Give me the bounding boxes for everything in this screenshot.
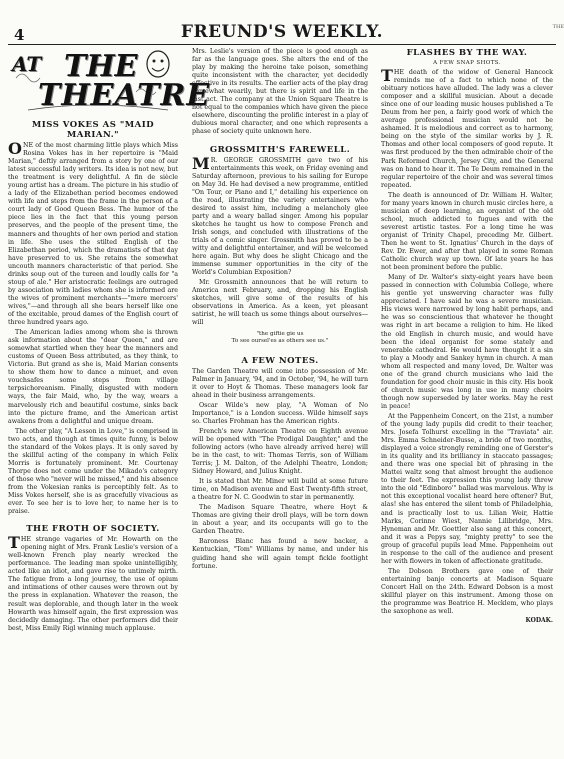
article-heading-vokes: MISS VOKES AS "MAID MARIAN." (31, 120, 155, 140)
article-heading-grossmith: GROSSMITH'S FAREWELL. (209, 144, 351, 155)
at-the-theatre-logo (8, 48, 211, 114)
page-number: 4 (14, 26, 25, 44)
article-paragraph: ONE of the most charming little plays which Miss Rosina Vokes has in her repertoire is "Maid Marian," deftly arranged from a story by one of our latest successful lady writers. Its idea is not new, but the treatment is very delightful. A fin de siècle young artist has a dream. The picture in his studio of a lady of the Elizabethan period becomes endowed with life and steps from the frame in the person of a court lady of Good Queen Bess. The humor of the piece lies in the fact that this young person preserves, and the people of the present time, the manners and thoughts of her own period and station in life. She uses the stilted English of the Elizabethan period, which the dramatists of that day have preserved to us. She retains the somewhat uncouth manners characteristic of that period. She drinks soup out of the tureen and loudly calls for "a stoup of ale." Her aristocratic feelings are outraged by association with ladies whom she is informed are the wives of prominent merchants—"mere mercers' wives,"—and through all she bears herself like one of the excitable, proud dames of the English court of three hundred years ago. (8, 139, 178, 327)
column-middle (192, 48, 368, 571)
article-paragraph: THE death of the widow of General Hancock reminds me of a fact to which none of the obituary notices have alluded. The lady was a clever composer and a skillful musician. About a decade since one of our leading music houses published a Te Deum from her pen, a fairly good work of which the average professional musician would not be ashamed. It is melodious and correct as to harmony, being on the style of the similar works by J. R. Thomas and other local composers of good repute. It was first produced by the then admirable choir of the Park Reformed Church, Jersey City, and the General was on hand to hear it. The Te Deum remained in the regular repertoire of the choir and was several times repeated. (381, 66, 553, 189)
article-paragraph: THE strange vagaries of Mr. Howarth on the opening night of Mrs. Frank Leslie's version of a well-known French play nearly wrecked the performance. The leading man spoke unintelligibly, acted like an idiot, and gave rise to untimely mirth. The fatigue from a long journey, the use of opium and intimations of other causes were thrown out by the press in explanation. Whatever the reason, the result was deplorable, and though later in the week Howarth was himself again, the first expression was decidedly damaging. The other performers did their best, Miss Emily Rigl winning much applause. (8, 533, 178, 632)
edge-mark: THE (552, 24, 564, 30)
article-paragraph: The Madison Square Theatre, where Hoyt & Thomas are giving their droll plays, will be torn down in about a year, and its occupants will go to the Garden Theatre. (192, 504, 368, 536)
column-right (381, 48, 553, 624)
article-paragraph: MR. GEORGE GROSSMITH gave two of his entertainments this week, on Friday evening and Saturday afternoon, previous to his sailing for Europe on May 3d. He had devised a new programme, entitled "On Tour, or Piano and I," detailing his experience on the road, illustrating the variety entertainers who desired to assist him, including a melancholy glee party and a weary ballad singer. Among his popular sketches he taught us how to compose French and Irish songs, and concluded with illustrations of the trials of a comic singer. Grossmith has proved to be a witty and delightful entertainer, and will be welcomed here again. But why does he slight Chicago and the immense summer opportunities in the city of the World's Columbian Exposition? (192, 153, 368, 277)
verse-line: To see oursel'es as others see us." (231, 337, 329, 344)
verse-line: "the giftie gie us (256, 330, 304, 337)
logo-word-at: AT (12, 52, 42, 76)
quoted-verse (192, 331, 368, 345)
article-paragraph: Mrs. Leslie's version of the piece is good enough as far as the language goes. She alters the end of the play by making the heroine take poison, something quite inconsistent with the character, yet decidedly effective in its results. The earlier acts of the play drag somewhat wearily, but there is spirit and life in the last act. The company at the Union Square Theatre is not equal to the companies which have given the piece elsewhere, discounting the prolific interest in a play of dubious moral character, and one which represents a phase of society quite unknown here. (192, 48, 368, 136)
masthead-rule (8, 44, 556, 45)
column-left (8, 48, 211, 633)
article-subheading: A FEW SNAP SHOTS. (433, 60, 501, 66)
article-paragraph: Baroness Blanc has found a new backer, a Kentuckian, "Tom" Williams by name, and under his guiding hand she will again tempt fickle footlight fortune. (192, 538, 368, 570)
masthead: FREUND'S WEEKLY. (180, 22, 384, 42)
article-heading-froth: THE FROTH OF SOCIETY. (26, 524, 160, 535)
article-paragraph: The death is announced of Dr. William H. Walter, for many years known in church music circles here, a musician of deep learning, an organist of the old school, much addicted to fugues and with the severest artistic tastes. For a long time he was organist of Trinity Chapel, preceding Mr. Gilbert. Then he went to St. Ignatius' Church in the days of Rev. Dr. Ewer, and after that played in some Roman Catholic church way up town. Of late years he has not been prominent before the public. (381, 191, 553, 272)
article-paragraph: It is stated that Mr. Miner will build at some future time, on Madison avenue and East Twenty-fifth street, a theatre for N. C. Goodwin to star in permanently. (192, 478, 368, 502)
article-paragraph: Mr. Grossmith announces that he will return to America next February, and, dropping his English sketches, will give some of the results of his observations in America. As a keen, yet pleasant satirist, he will teach us some things about ourselves—will (192, 279, 368, 327)
article-paragraph: The Garden Theatre will come into possession of Mr. Palmer in January, '94, and in October, '94, he will turn it over to Hoyt & Thomas. These managers look far ahead in their business arrangements. (192, 367, 368, 399)
article-paragraph: French's new American Theatre on Eighth avenue will be opened with "The Prodigal Daughter," and the following actors (who have already arrived here) will be in the cast, to wit: Thomas Terris, son of William Terris; J. M. Dalton, of the Adelphi Theatre, London; Sidney Howard, and Julius Knight. (192, 427, 368, 476)
article-paragraph: The other play, "A Lesson in Love," is comprised in two acts, and though at times quite funny, is below the standard of the Vokes plays. It is only saved by the skillful acting of the company in which Felix Morris is fortunately prominent. Mr. Courtenay Thorpe does not come under the Mikado's category of those who "never will be missed," and his absence from the Vokesian ranks is perceptibly felt. As to Miss Vokes herself, she is as gracefully vivacious as ever. To see her is to love her, to name her is to praise. (8, 427, 178, 516)
author-signature: KODAK. (525, 617, 553, 625)
article-paragraph: At the Pappenheim Concert, on the 21st, a number of the young lady pupils did credit to their teacher, Mrs. Josefa Tolhurst excelling in the "Traviata" air. Mrs. Emma Schneider-Busse, a bride of two months, displayed a voice strongly reminding one of Gerster's in its quality and its brilliancy in staccato passages; and there was one special bit of phrasing in the Mattei waltz song that almost brought the audience to their feet. The expression this young lady threw into the old "Edinboro'" ballad was marvelous. Why is not this exceptional vocalist heard here oftener? But, alas! she has entered the silent tomb of Philadelphia, and is practically lost to us. Lilian Weir, Hattie Marks, Corinne Wiest, Nannie Lilibridge, Mrs. Hyneman and Mr. Goettler also sang at this concert, and it was a Pepys say, "mighty pretty" to see the group of graceful pupils lead Mme. Pappenheim out in response to the call of the audience and present her with flowers in token of affectionate gratitude. (381, 412, 553, 565)
article-heading-flashes: FLASHES BY THE WAY. (406, 48, 528, 58)
logo-word-theatre: THEATRE (38, 78, 211, 113)
article-paragraph: The American ladies among whom she is thrown ask information about the "dear Queen," and are somewhat startled when they hear the manners and customs of Queen Bess attributed, as they think, to Victoria. But grand as she is, Maid Marian consents to show them how to dance a minuet, and even vouchsafes some steps from village terpsichoreanism. Finally, disgusted with modern ways, the fair Maid, who, by the way, wears a marvelously rich and beautiful costume, sinks back into the picture frame, and the American artist awakens from a delightful and unique dream. (8, 329, 178, 425)
article-paragraph: Many of Dr. Walter's sixty-eight years have been passed in connection with Columbia College, where his gentle yet unswerving character was fully appreciated. I have said he was a severe musician. His views were narrowed by long habit perhaps, and he was so conscientious that whatever he thought was right in art became a religion to him. He liked the old English in church music, and would have been the ideal organist for some stately and venerable cathedral. He would have thought it a sin to play a Moody and Sankey hymn in church. A man whom all respected and many loved, Dr. Walter was one of the grand church musicians who laid the foundation for good choir music in this city. His book of church music was long in use in many choirs though now superseded by later works. May he rest in peace! (381, 274, 553, 410)
article-heading-notes: A FEW NOTES. (241, 355, 319, 366)
article-paragraph: The Dobson Brothers gave one of their entertaining banjo concerts at Madison Square Concert Hall on the 24th. Edward Dobson is a most skillful player on this instrument. Among those on the programme was Beatrice H. Mecklem, who plays the saxophone as well. (381, 567, 553, 616)
logo-word-the: THE (64, 49, 138, 84)
article-paragraph: Oscar Wilde's new play, "A Woman of No Importance," is a London success. Wilde himself says so. Charles Frohman has the American rights. (192, 401, 368, 425)
